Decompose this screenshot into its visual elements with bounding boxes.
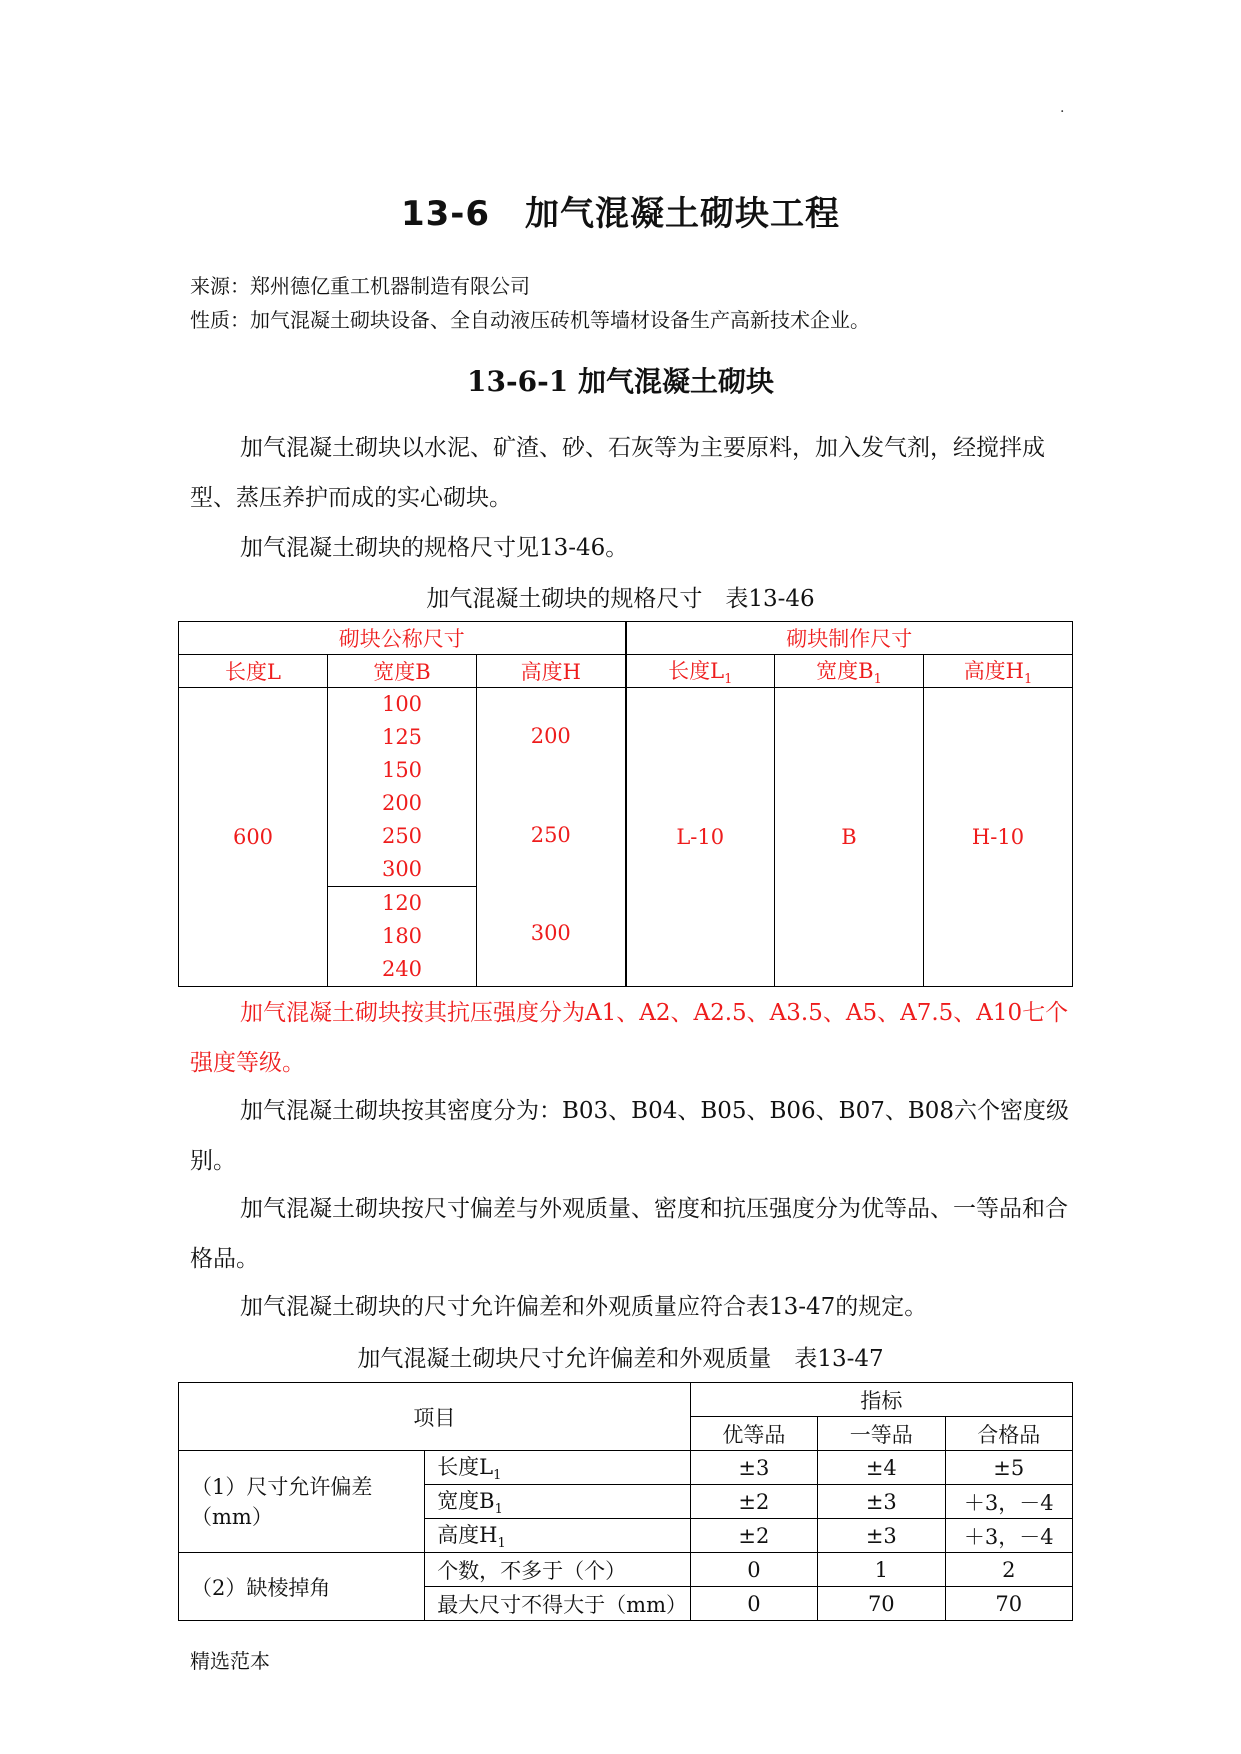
paragraph-tolerance-ref: 加气混凝土砌块的尺寸允许偏差和外观质量应符合表13-47的规定。 (240, 1294, 928, 1320)
cell-count-superior: 0 (690, 1553, 817, 1587)
section-title: 13-6-1 加气混凝土砌块 (467, 365, 774, 398)
header-index: 指标 (690, 1383, 1072, 1417)
header-made-size: 砌块制作尺寸 (626, 622, 1073, 655)
header-height1: 高度$H_1$ (924, 655, 1073, 688)
length-value: 600 (179, 688, 328, 987)
row-count: 个数，不多于（个） (425, 1553, 690, 1587)
table46-caption: 加气混凝土砌块的规格尺寸 表13-46 (426, 586, 815, 612)
paragraph-grades: 加气混凝土砌块按尺寸偏差与外观质量、密度和抗压强度分为优等品、一等品和合格品。 (190, 1196, 1068, 1272)
cell-count-first: 1 (818, 1553, 945, 1587)
paragraph-density: 加气混凝土砌块按其密度分为：B03、B04、B05、B06、B07、B08六个密度级别。 (190, 1098, 1070, 1174)
header-length: 长度L (179, 655, 328, 688)
b1-value: B (775, 688, 924, 987)
widths-group-b: 120 180 240 (328, 887, 477, 987)
header-grade-superior: 优等品 (690, 1417, 817, 1451)
heights-cell: 200 250 300 (477, 688, 626, 987)
widths-group-a: 100 125 150 200 250 300 (328, 688, 477, 887)
header-item: 项目 (179, 1383, 691, 1451)
cell-hei-qualified: ＋3，－4 (945, 1519, 1072, 1553)
cell-count-qualified: 2 (945, 1553, 1072, 1587)
row-max-size: 最大尺寸不得大于（mm） (425, 1587, 690, 1621)
paragraph-spec-ref: 加气混凝土砌块的规格尺寸见13-46。 (240, 535, 629, 561)
header-width: 宽度B (328, 655, 477, 688)
row-length: 长度$L_1$ (425, 1451, 690, 1485)
row-corner-damage: （2）缺棱掉角 (179, 1553, 425, 1621)
cell-wid-qualified: ＋3，－4 (945, 1485, 1072, 1519)
spec-size-table (178, 621, 1073, 987)
cell-wid-first: ±3 (818, 1485, 945, 1519)
cell-len-first: ±4 (818, 1451, 945, 1485)
corner-mark: . (1060, 100, 1065, 116)
source-line: 来源：郑州德亿重工机器制造有限公司 (190, 274, 530, 298)
header-width1: 宽度$B_1$ (775, 655, 924, 688)
cell-max-qualified: 70 (945, 1587, 1072, 1621)
paragraph-strength: 加气混凝土砌块按其抗压强度分为A1、A2、A2.5、A3.5、A5、A7.5、A10七个强度等级。 (190, 1000, 1069, 1076)
header-length1: 长度$L_1$ (626, 655, 775, 688)
header-height: 高度H (477, 655, 626, 688)
cell-wid-superior: ±2 (690, 1485, 817, 1519)
h1-value: H-10 (924, 688, 1073, 987)
page-title: 13-6 加气混凝土砌块工程 (400, 194, 841, 234)
row-height: 高度$H_1$ (425, 1519, 690, 1553)
header-grade-qualified: 合格品 (945, 1417, 1072, 1451)
header-nominal-size: 砌块公称尺寸 (179, 622, 626, 655)
paragraph-intro: 加气混凝土砌块以水泥、矿渣、砂、石灰等为主要原料，加入发气剂，经搅拌成型、蒸压养护而成的实心砌块。 (190, 435, 1045, 511)
cell-max-superior: 0 (690, 1587, 817, 1621)
l1-value: L-10 (626, 688, 775, 987)
cell-hei-superior: ±2 (690, 1519, 817, 1553)
cell-len-superior: ±3 (690, 1451, 817, 1485)
cell-max-first: 70 (818, 1587, 945, 1621)
row-size-tolerance: （1）尺寸允许偏差（mm） (179, 1451, 425, 1553)
nature-line: 性质：加气混凝土砌块设备、全自动液压砖机等墙材设备生产高新技术企业。 (190, 308, 870, 332)
row-width: 宽度$B_1$ (425, 1485, 690, 1519)
cell-hei-first: ±3 (818, 1519, 945, 1553)
tolerance-table (178, 1382, 1073, 1621)
cell-len-qualified: ±5 (945, 1451, 1072, 1485)
table47-caption: 加气混凝土砌块尺寸允许偏差和外观质量 表13-47 (357, 1346, 884, 1372)
page-footer: 精选范本 (190, 1649, 270, 1673)
header-grade-first: 一等品 (818, 1417, 945, 1451)
